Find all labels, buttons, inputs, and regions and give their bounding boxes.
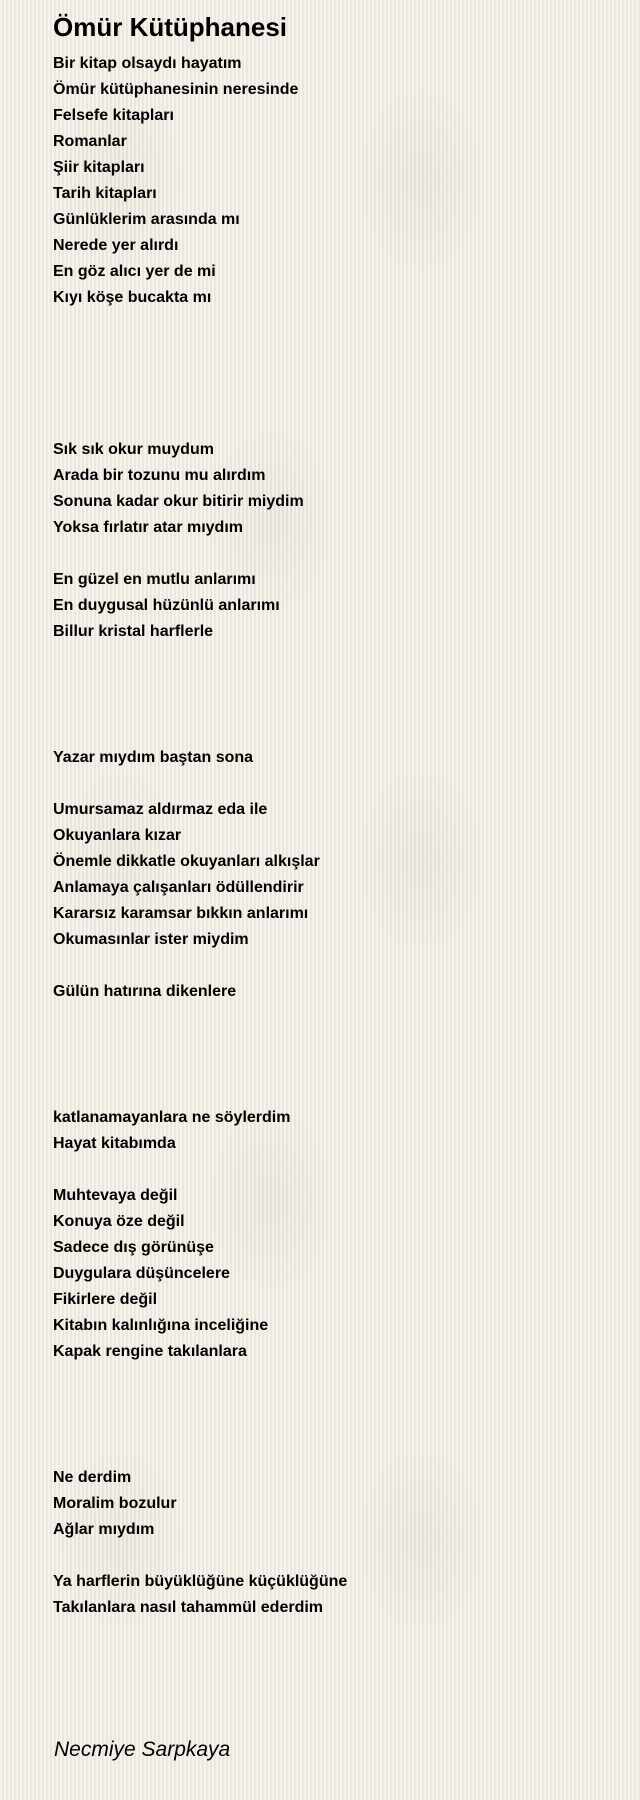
poem-line: Ağlar mıydım: [53, 1521, 155, 1538]
poem-line: Moralim bozulur: [53, 1495, 177, 1512]
stanza-gap: [53, 771, 613, 797]
poem: [53, 8, 613, 1621]
poem-line: Şiir kitapları: [53, 159, 145, 176]
stanza-gap: [53, 1543, 613, 1569]
poem-line: Takılanlara nasıl tahammül ederdim: [53, 1599, 324, 1616]
poem-line: Billur kristal harflerle: [53, 623, 214, 640]
poem-line: Önemle dikkatle okuyanları alkışlar: [53, 853, 320, 870]
poem-line: Ömür kütüphanesinin neresinde: [53, 81, 299, 98]
stanza: [53, 1105, 613, 1157]
stanza: [53, 979, 613, 1005]
poem-line: Ne derdim: [53, 1469, 132, 1486]
stanza-gap: [53, 1005, 613, 1105]
poem-line: Yazar mıydım baştan sona: [53, 749, 254, 766]
poem-line: Fikirlere değil: [53, 1291, 158, 1308]
stanza: [53, 1183, 613, 1365]
poem-line: Kararsız karamsar bıkkın anlarımı: [53, 905, 309, 922]
stanza-gap: [53, 541, 613, 567]
stanza-gap: [53, 1365, 613, 1465]
poem-line: Felsefe kitapları: [53, 107, 174, 124]
poem-line: Bir kitap olsaydı hayatım: [53, 55, 242, 72]
stanza-gap: [53, 1157, 613, 1183]
stanza: [53, 51, 613, 311]
poem-line: Romanlar: [53, 133, 127, 150]
poem-line: Arada bir tozunu mu alırdım: [53, 467, 266, 484]
poem-line: Anlamaya çalışanları ödüllendirir: [53, 879, 304, 896]
poem-line: Umursamaz aldırmaz eda ile: [53, 801, 268, 818]
poem-line: En güzel en mutlu anlarımı: [53, 571, 256, 588]
poem-author: Necmiye Sarpkaya: [54, 1738, 231, 1761]
stanza-gap: [53, 311, 613, 437]
poem-line: Ya harflerin büyüklüğüne küçüklüğüne: [53, 1573, 348, 1590]
stanza-gap: [53, 645, 613, 745]
poem-line: Konuya öze değil: [53, 1213, 185, 1230]
poem-line: Kapak rengine takılanlara: [53, 1343, 247, 1360]
poem-line: En duygusal hüzünlü anlarımı: [53, 597, 280, 614]
poem-line: Sık sık okur muydum: [53, 441, 214, 458]
stanza: [53, 1569, 613, 1621]
poem-line: Hayat kitabımda: [53, 1135, 176, 1152]
poem-line: Muhtevaya değil: [53, 1187, 178, 1204]
stanza: [53, 797, 613, 953]
poem-line: Duygulara düşüncelere: [53, 1265, 230, 1282]
stanza-gap: [53, 953, 613, 979]
poem-line: Okuyanlara kızar: [53, 827, 182, 844]
poem-line: katlanamayanlara ne söylerdim: [53, 1109, 291, 1126]
stanza: [53, 567, 613, 645]
poem-line: En göz alıcı yer de mi: [53, 263, 216, 280]
poem-title: Ömür Kütüphanesi: [53, 12, 288, 42]
poem-line: Nerede yer alırdı: [53, 237, 179, 254]
poem-line: Kıyı köşe bucakta mı: [53, 289, 212, 306]
poem-line: Tarih kitapları: [53, 185, 157, 202]
poem-line: Kitabın kalınlığına inceliğine: [53, 1317, 269, 1334]
stanza: [53, 745, 613, 771]
poem-line: Okumasınlar ister miydim: [53, 931, 249, 948]
poem-line: Sadece dış görünüşe: [53, 1239, 214, 1256]
poem-line: Gülün hatırına dikenlere: [53, 983, 237, 1000]
poem-line: Yoksa fırlatır atar mıydım: [53, 519, 243, 536]
poem-line: Günlüklerim arasında mı: [53, 211, 240, 228]
poem-line: Sonuna kadar okur bitirir miydim: [53, 493, 304, 510]
stanza: [53, 437, 613, 541]
stanza: [53, 1465, 613, 1543]
